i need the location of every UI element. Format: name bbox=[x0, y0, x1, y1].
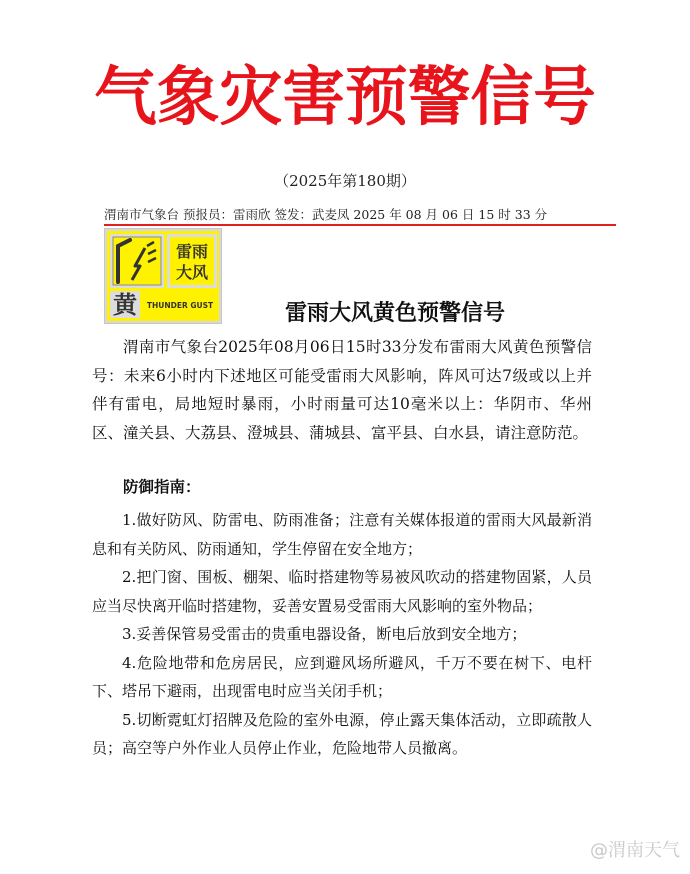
guide-item: 1.做好防风、防雷电、防雨准备；注意有关媒体报道的雷雨大风最新消息和有关防风、防雨通知，学生停留在安全地方； bbox=[92, 511, 592, 558]
warning-title: 雷雨大风黄色预警信号 bbox=[284, 301, 505, 326]
guide-item: 3.妥善保管易受雷击的贵重电器设备，断电后放到安全地方； bbox=[122, 625, 527, 643]
document-header-title: 气象灾害预警信号 bbox=[94, 61, 596, 135]
icon-level-char: 黄 bbox=[113, 291, 137, 319]
header-divider bbox=[104, 224, 616, 226]
guide-item: 4.危险地带和危房居民，应到避风场所避风，千万不要在树下、电杆下、塔吊下避雨，出现雷电时应当关闭手机； bbox=[92, 653, 592, 700]
guide-item: 5.切断霓虹灯招牌及危险的室外电源，停止露天集体活动，立即疏散人员；高空等户外作业人员停止作业，危险地带人员撤离。 bbox=[92, 710, 592, 757]
issuer-meta-line: 渭南市气象台 预报员：雷雨欣 签发：武麦凤 2025 年 08 月 06 日 15 时 33 分 bbox=[104, 207, 548, 222]
guide-title: 防御指南： bbox=[123, 477, 201, 496]
guide-item: 2.把门窗、围板、棚架、临时搭建物等易被风吹动的搭建物固紧，人员应当尽快离开临时搭建物，妥善安置易受雷雨大风影响的室外物品； bbox=[92, 568, 592, 615]
issue-number: （2025年第180期） bbox=[274, 172, 416, 190]
icon-caption: THUNDER GUST bbox=[146, 301, 214, 310]
icon-label-line1: 雷雨 bbox=[175, 242, 209, 261]
icon-label-line2: 大风 bbox=[175, 263, 209, 282]
weibo-watermark: @渭南天气 bbox=[590, 840, 680, 861]
guide-list bbox=[92, 506, 592, 763]
warning-paragraph: 渭南市气象台2025年08月06日15时33分发布雷雨大风黄色预警信号：未来6小时内下述地区可能受雷雨大风影响，阵风可达7级或以上并伴有雷电，局地短时暴雨，小时雨量可达10毫米以上：华阴市、华州区、潼关县、大荔县、澄城县、蒲城县、富平县、白水县，请注意防范。 bbox=[92, 338, 592, 442]
